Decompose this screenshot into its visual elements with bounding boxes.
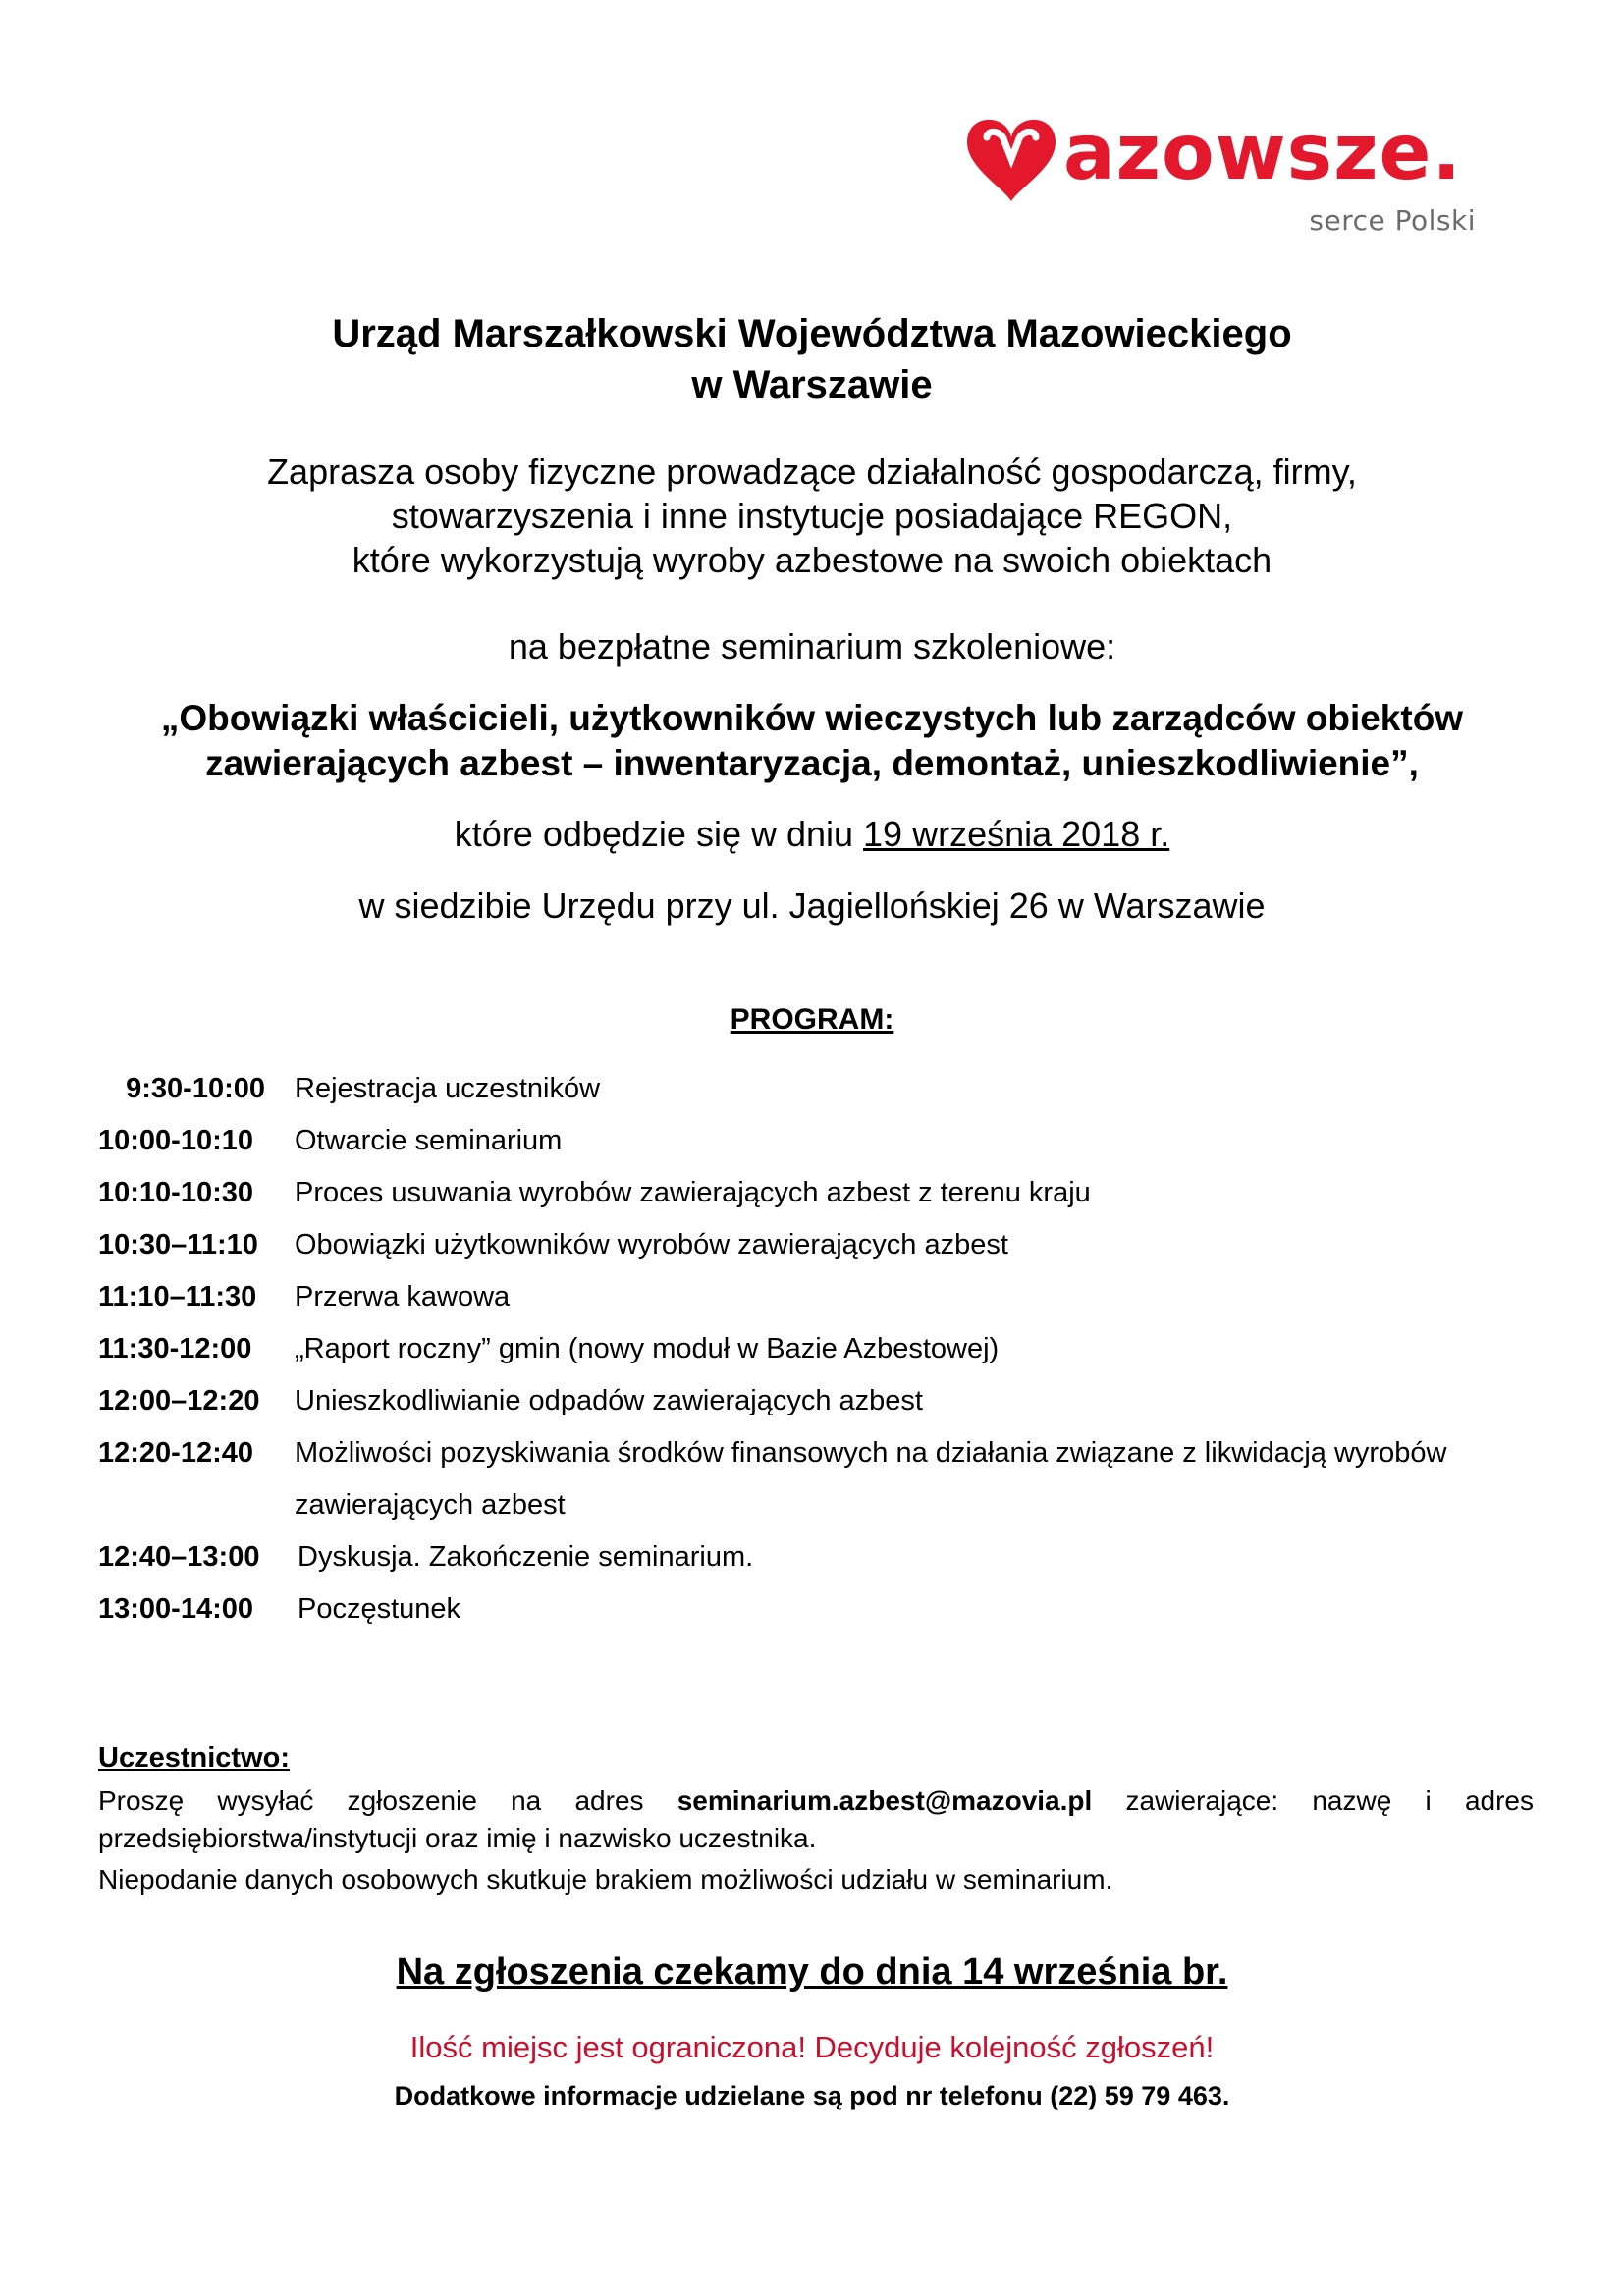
program-time: 10:30–11:10 bbox=[98, 1229, 258, 1260]
seminar-location: w siedzibie Urzędu przy ul. Jagiellońskiej 26 w Warszawie bbox=[358, 885, 1266, 926]
program-heading: PROGRAM: bbox=[730, 1003, 894, 1036]
mazowsze-heart-icon bbox=[957, 108, 1517, 206]
header-title-line2: w Warszawie bbox=[691, 363, 933, 406]
svg-text:azowsze.: azowsze. bbox=[1063, 109, 1463, 197]
program-row bbox=[98, 1531, 1551, 1583]
seminar-title-line1: „Obowiązki właścicieli, użytkowników wieczystych lub zarządców obiektów bbox=[160, 698, 1464, 738]
program-time: 12:20-12:40 bbox=[98, 1437, 253, 1468]
program-time: 11:30-12:00 bbox=[98, 1333, 252, 1364]
invitation-line1: Zaprasza osoby fizyczne prowadzące działalność gospodarczą, firmy, bbox=[267, 452, 1357, 492]
participation-heading: Uczestnictwo: bbox=[98, 1742, 290, 1774]
participation-email-link[interactable]: seminarium.azbest@mazovia.pl bbox=[677, 1786, 1093, 1816]
registration-deadline: Na zgłoszenia czekamy do dnia 14 września br. bbox=[396, 1951, 1228, 1993]
seminar-date-prefix: które odbędzie się w dniu bbox=[454, 814, 864, 854]
phone-info: Dodatkowe informacje udzielane są pod nr telefonu (22) 59 79 463. bbox=[394, 2081, 1230, 2110]
program-row bbox=[98, 1219, 1551, 1271]
mazowsze-logo bbox=[957, 108, 1517, 236]
program-row bbox=[98, 1583, 1551, 1635]
program-time: 13:00-14:00 bbox=[98, 1593, 253, 1625]
limited-seats-notice: Ilość miejsc jest ograniczona! Decyduje kolejność zgłoszeń! bbox=[409, 2030, 1215, 2064]
participation-text-after: zawierające: nazwę i adres przedsiębiorstwa/instytucji oraz imię i nazwisko uczestnika. bbox=[98, 1786, 1534, 1853]
program-row bbox=[98, 1115, 1551, 1167]
program-time: 9:30-10:00 bbox=[126, 1073, 265, 1104]
program-desc: Rejestracja uczestników bbox=[295, 1073, 601, 1104]
participation-section bbox=[98, 1739, 1534, 1898]
program-time: 12:40–13:00 bbox=[98, 1541, 260, 1573]
seminar-date: 19 września 2018 r. bbox=[863, 814, 1170, 854]
participation-note: Niepodanie danych osobowych skutkuje brakiem możliwości udziału w seminarium. bbox=[98, 1864, 1113, 1895]
seminar-date-line bbox=[0, 812, 1624, 856]
program-time: 12:00–12:20 bbox=[98, 1385, 260, 1416]
program-row bbox=[98, 1271, 1551, 1323]
program-row bbox=[98, 1323, 1551, 1375]
program-row bbox=[98, 1427, 1551, 1531]
program-row bbox=[98, 1063, 1551, 1115]
program-desc-continued: zawierających azbest bbox=[295, 1489, 566, 1521]
program-time: 10:00-10:10 bbox=[98, 1125, 253, 1156]
program-time: 11:10–11:30 bbox=[98, 1281, 257, 1312]
seminar-title-line2: zawierających azbest – inwentaryzacja, demontaż, unieszkodliwienie”, bbox=[205, 743, 1419, 783]
program-desc: Dyskusja. Zakończenie seminarium. bbox=[298, 1541, 754, 1573]
header-title-line1: Urząd Marszałkowski Województwa Mazowieckiego bbox=[332, 312, 1292, 355]
program-desc: Możliwości pozyskiwania środków finansowych na działania związane z likwidacją wyrobów bbox=[295, 1437, 1447, 1468]
program-row bbox=[98, 1375, 1551, 1427]
invitation-line2: stowarzyszenia i inne instytucje posiadające REGON, bbox=[391, 496, 1233, 536]
invitation-line3: które wykorzystują wyroby azbestowe na swoich obiektach bbox=[352, 540, 1272, 580]
program-row bbox=[98, 1167, 1551, 1219]
program-desc: „Raport roczny” gmin (nowy moduł w Bazie Azbestowej) bbox=[295, 1333, 1000, 1364]
program-desc: Proces usuwania wyrobów zawierających azbest z terenu kraju bbox=[295, 1177, 1091, 1208]
program-time: 10:10-10:30 bbox=[98, 1177, 253, 1208]
participation-text-before: Proszę wysyłać zgłoszenie na adres bbox=[98, 1786, 677, 1816]
program-desc: Obowiązki użytkowników wyrobów zawierających azbest bbox=[295, 1229, 1008, 1260]
program-desc: Przerwa kawowa bbox=[295, 1281, 511, 1312]
logo-tagline: serce Polski bbox=[1309, 204, 1476, 237]
program-desc: Poczęstunek bbox=[298, 1593, 461, 1625]
program-desc: Otwarcie seminarium bbox=[295, 1125, 563, 1156]
seminar-intro: na bezpłatne seminarium szkoleniowe: bbox=[508, 626, 1116, 667]
program-desc: Unieszkodliwianie odpadów zawierających azbest bbox=[295, 1385, 923, 1416]
participation-text bbox=[98, 1783, 1534, 1857]
program-schedule bbox=[98, 1063, 1551, 1635]
